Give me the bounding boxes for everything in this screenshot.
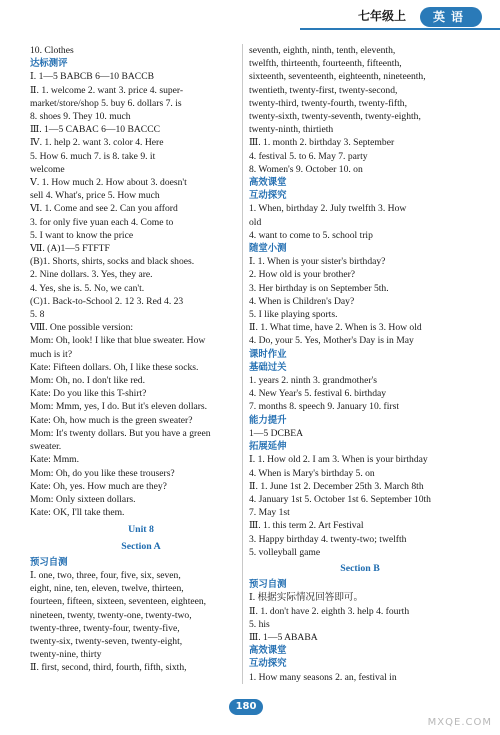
page-number: 180 bbox=[229, 699, 263, 715]
answer-line: Mom: Only sixteen dollars. bbox=[30, 493, 136, 505]
answer-line: 7. months 8. speech 9. January 10. first bbox=[249, 401, 400, 413]
answer-line: Ⅷ. One possible version: bbox=[30, 322, 134, 334]
answer-line: 4. January 1st 5. October 1st 6. September 10th bbox=[249, 493, 431, 505]
answer-line: Ⅰ. 1—5 BABCB 6—10 BACCB bbox=[30, 71, 155, 83]
answer-line: fourteen, fifteen, sixteen, seventeen, eighteen, bbox=[30, 596, 207, 608]
answer-line: Kate: Mmm. bbox=[30, 454, 80, 466]
section-heading: 能力提升 bbox=[249, 414, 287, 426]
answer-line: 1—5 DCBEA bbox=[249, 427, 304, 439]
answer-line: Mom: It's twenty dollars. But you have a green bbox=[30, 427, 211, 439]
answer-line: Ⅲ. 1—5 ABABA bbox=[249, 631, 318, 643]
section-heading: 课时作业 bbox=[249, 348, 287, 360]
section-heading: 预习自测 bbox=[30, 556, 68, 568]
answer-line: 5. 8 bbox=[30, 309, 45, 321]
unit-title: Unit 8 bbox=[128, 524, 154, 536]
answer-line: 4. When is Children's Day? bbox=[249, 295, 355, 307]
answer-line: 4. New Year's 5. festival 6. birthday bbox=[249, 388, 387, 400]
section-heading: 高效课堂 bbox=[249, 645, 287, 657]
answer-line: 5. I like playing sports. bbox=[249, 309, 338, 321]
answer-line: Kate: Oh, how much is the green sweater? bbox=[30, 414, 193, 426]
answer-line: twenty-ninth, thirtieth bbox=[249, 124, 334, 136]
answer-line: Ⅱ. 1. don't have 2. eighth 3. help 4. fourth bbox=[249, 605, 410, 617]
answer-line: 2. Nine dollars. 3. Yes, they are. bbox=[30, 269, 153, 281]
answer-line: 4. When is Mary's birthday 5. on bbox=[249, 467, 375, 479]
answer-line: Ⅶ. (A)1—5 FTFTF bbox=[30, 243, 110, 255]
answer-line: nineteen, twenty, twenty-one, twenty-two, bbox=[30, 609, 192, 621]
answer-line: Mom: Oh, no. I don't like red. bbox=[30, 375, 145, 387]
answer-line: Mom: Mmm, yes, I do. But it's eleven dollars. bbox=[30, 401, 208, 413]
answer-line: Ⅲ. 1. month 2. birthday 3. September bbox=[249, 137, 395, 149]
section-heading: 互动探究 bbox=[249, 658, 287, 670]
answer-line: 5. his bbox=[249, 618, 270, 630]
answer-line: Kate: Oh, yes. How much are they? bbox=[30, 480, 167, 492]
grade-label: 七年级上 bbox=[357, 9, 406, 23]
answer-line: 3. Her birthday is on September 5th. bbox=[249, 282, 389, 294]
answer-line: 5. How 6. much 7. is 8. take 9. it bbox=[30, 150, 156, 162]
answer-line: Mom: Oh, look! I like that blue sweater. How bbox=[30, 335, 206, 347]
answer-line: sell 4. What's, price 5. How much bbox=[30, 190, 160, 202]
answer-line: 4. Do, your 5. Yes, Mother's Day is in May bbox=[249, 335, 414, 347]
answer-line: Ⅰ. 根据实际情况回答即可。 bbox=[249, 592, 364, 604]
answer-line: market/store/shop 5. buy 6. dollars 7. is bbox=[30, 97, 182, 109]
answer-line: 3. Happy birthday 4. twenty-two; twelfth bbox=[249, 533, 407, 545]
answer-line: old bbox=[249, 216, 262, 228]
section-heading: 互动探究 bbox=[249, 190, 287, 202]
answer-line: twenty-three, twenty-four, twenty-five, bbox=[30, 622, 180, 634]
answer-line: seventh, eighth, ninth, tenth, eleventh, bbox=[249, 45, 396, 56]
answer-line: twentieth, twenty-first, twenty-second, bbox=[249, 84, 398, 96]
answer-line: 1. years 2. ninth 3. grandmother's bbox=[249, 375, 378, 387]
answer-line: welcome bbox=[30, 163, 65, 175]
section-heading: 基础过关 bbox=[249, 361, 287, 373]
answer-line: twenty-six, twenty-seven, twenty-eight, bbox=[30, 635, 183, 647]
answer-line: 5. volleyball game bbox=[249, 546, 321, 558]
section-heading: 达标测评 bbox=[30, 58, 68, 70]
answer-line: twenty-third, twenty-fourth, twenty-fifth, bbox=[249, 97, 407, 109]
answer-line: Kate: Fifteen dollars. Oh, I like these socks. bbox=[30, 361, 199, 373]
answer-line: Kate: Do you like this T-shirt? bbox=[30, 388, 147, 400]
answer-line: Ⅰ. one, two, three, four, five, six, seven, bbox=[30, 569, 181, 581]
answer-line: 4. want to come to 5. school trip bbox=[249, 229, 373, 241]
answer-line: sweater. bbox=[30, 441, 62, 453]
answer-line: Ⅲ. 1. this term 2. Art Festival bbox=[249, 520, 364, 532]
left-column bbox=[30, 44, 252, 684]
header-rule bbox=[300, 28, 500, 30]
answer-line: 3. for only five yuan each 4. Come to bbox=[30, 216, 174, 228]
answer-line: 10. Clothes bbox=[30, 45, 74, 56]
answer-line: (B)1. Shorts, shirts, socks and black shoes. bbox=[30, 256, 195, 268]
answer-line: much is it? bbox=[30, 348, 73, 360]
answer-line: Ⅱ. 1. welcome 2. want 3. price 4. super- bbox=[30, 84, 184, 96]
answer-line: Ⅰ. 1. How old 2. I am 3. When is your birthday bbox=[249, 454, 428, 466]
answer-line: 7. May 1st bbox=[249, 507, 290, 519]
answer-line: 8. Women's 9. October 10. on bbox=[249, 163, 363, 175]
answer-line: twelfth, thirteenth, fourteenth, fifteenth, bbox=[249, 58, 402, 70]
page-header bbox=[0, 0, 500, 36]
answer-line: twenty-sixth, twenty-seventh, twenty-eighth, bbox=[249, 111, 421, 123]
answer-line: twenty-nine, thirty bbox=[30, 649, 102, 661]
answer-line: Ⅲ. 1—5 CABAC 6—10 BACCC bbox=[30, 124, 160, 136]
answer-line: 1. How many seasons 2. an, festival in bbox=[249, 671, 397, 683]
answer-line: Ⅴ. 1. How much 2. How about 3. doesn't bbox=[30, 177, 187, 189]
answer-line: 4. Yes, she is. 5. No, we can't. bbox=[30, 282, 145, 294]
answer-line: Ⅵ. 1. Come and see 2. Can you afford bbox=[30, 203, 178, 215]
answer-line: Ⅱ. 1. June 1st 2. December 25th 3. March 8th bbox=[249, 480, 424, 492]
section-heading: 高效课堂 bbox=[249, 177, 287, 189]
answer-line: Ⅳ. 1. help 2. want 3. color 4. Here bbox=[30, 137, 164, 149]
answer-line: 8. shoes 9. They 10. much bbox=[30, 111, 131, 123]
answer-line: 1. When, birthday 2. July twelfth 3. How bbox=[249, 203, 407, 215]
answer-line: Kate: OK, I'll take them. bbox=[30, 507, 125, 519]
answer-line: (C)1. Back-to-School 2. 12 3. Red 4. 23 bbox=[30, 295, 184, 307]
subject-badge: 英语 bbox=[420, 7, 482, 27]
answer-line: 5. I want to know the price bbox=[30, 229, 134, 241]
answer-line: Ⅱ. 1. What time, have 2. When is 3. How old bbox=[249, 322, 422, 334]
right-column bbox=[249, 44, 471, 684]
section-title: Section B bbox=[340, 562, 380, 574]
answer-line: eight, nine, ten, eleven, twelve, thirteen, bbox=[30, 583, 184, 595]
watermark-logo: MXQE.COM bbox=[427, 716, 492, 728]
answer-line: Mom: Oh, do you like these trousers? bbox=[30, 467, 175, 479]
answer-line: sixteenth, seventeenth, eighteenth, nineteenth, bbox=[249, 71, 426, 83]
answer-line: Ⅱ. first, second, third, fourth, fifth, sixth, bbox=[30, 662, 187, 674]
section-heading: 随堂小测 bbox=[249, 243, 287, 255]
answer-line: 2. How old is your brother? bbox=[249, 269, 356, 281]
answer-line: 4. festival 5. to 6. May 7. party bbox=[249, 150, 368, 162]
section-title: Section A bbox=[121, 540, 161, 552]
section-heading: 预习自测 bbox=[249, 579, 287, 591]
answer-line: Ⅰ. 1. When is your sister's birthday? bbox=[249, 256, 386, 268]
section-heading: 拓展延伸 bbox=[249, 441, 287, 453]
